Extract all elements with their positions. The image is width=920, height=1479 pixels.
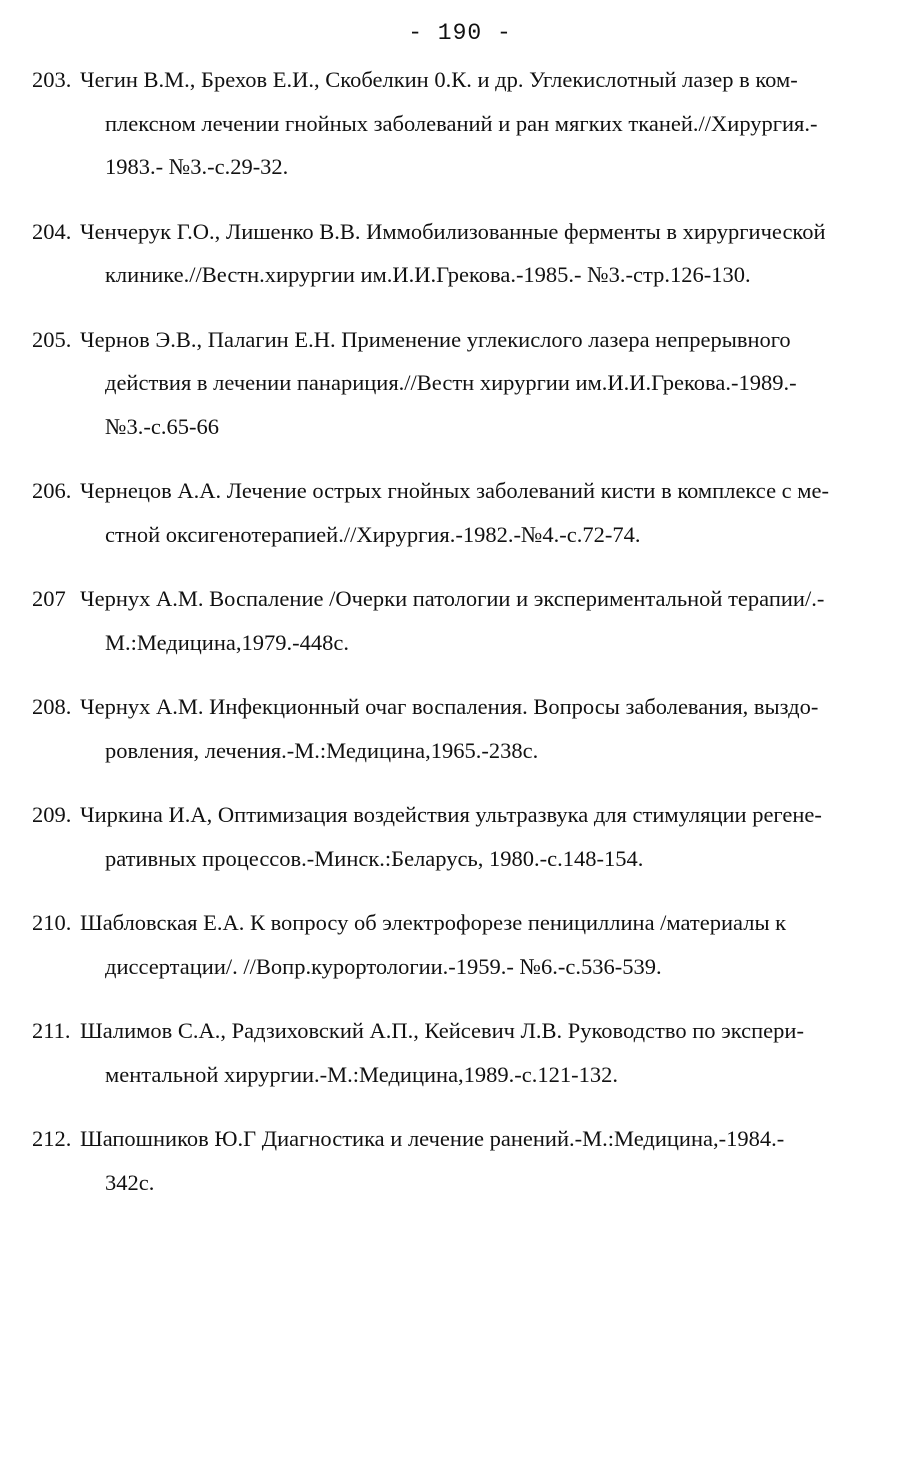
reference-text-line: ровления, лечения.-М.:Медицина,1965.-238с.	[105, 737, 539, 763]
reference-text-line: действия в лечении панариция.//Вестн хирургии им.И.И.Грекова.-1989.-	[105, 370, 797, 395]
reference-text-line: Чегин В.М., Брехов Е.И., Скобелкин 0.К. и др. Углекислотный лазер в ком-	[80, 67, 798, 92]
reference-number: 212.	[32, 1126, 72, 1151]
reference-item-210	[32, 901, 892, 988]
reference-text-line: Шалимов С.А., Радзиховский А.П., Кейсевич Л.В. Руководство по экспери-	[80, 1018, 804, 1043]
reference-text-line: Чернов Э.В., Палагин Е.Н. Применение углекислого лазера непрерывного	[80, 326, 791, 352]
reference-number: 206.	[32, 478, 72, 503]
reference-text-line: Чернух А.М. Воспаление /Очерки патологии и экспериментальной терапии/.-	[80, 586, 825, 611]
reference-item-209	[32, 793, 892, 880]
reference-number: 209.	[32, 802, 72, 827]
reference-text-line: Чернецов А.А. Лечение острых гнойных заболеваний кисти в комплексе с ме-	[80, 478, 830, 503]
reference-text-line: Шабловская Е.А. К вопросу об электрофорезе пенициллина /материалы к	[80, 910, 787, 935]
reference-text-line: стной оксигенотерапией.//Хирургия.-1982.-№4.-с.72-74.	[105, 521, 641, 547]
reference-number: 204.	[32, 218, 72, 244]
reference-item-204	[32, 210, 892, 297]
reference-text-line: диссертации/. //Вопр.курортологии.-1959.- №6.-с.536-539.	[105, 953, 662, 979]
reference-number: 208.	[32, 694, 72, 719]
reference-number: 205.	[32, 326, 72, 352]
reference-item-212	[32, 1117, 892, 1204]
reference-item-205	[32, 318, 892, 449]
reference-text-line: Чернух А.М. Инфекционный очаг воспаления. Вопросы заболевания, выздо-	[80, 694, 819, 719]
reference-number: 207	[32, 586, 66, 611]
reference-text-line: Шапошников Ю.Г Диагностика и лечение ранений.-М.:Медицина,-1984.-	[80, 1126, 785, 1151]
reference-item-203	[32, 58, 892, 189]
reference-text-line: плексном лечении гнойных заболеваний и ран мягких тканей.//Хирургия.-	[105, 110, 818, 136]
reference-item-207	[32, 577, 892, 664]
page-number: - 190 -	[408, 20, 512, 46]
reference-item-211	[32, 1009, 892, 1096]
reference-number: 203.	[32, 67, 72, 92]
reference-text-line: клинике.//Вестн.хирургии им.И.И.Грекова.-1985.- №3.-стр.126-130.	[105, 262, 751, 287]
reference-text-line: ративных процессов.-Минск.:Беларусь, 1980.-с.148-154.	[105, 845, 644, 871]
reference-number: 211.	[32, 1018, 71, 1043]
reference-text-line: 342с.	[105, 1169, 155, 1195]
reference-text-line: №3.-с.65-66	[105, 413, 219, 439]
reference-number: 210.	[32, 910, 72, 935]
reference-text-line: Чиркина И.А, Оптимизация воздействия ультразвука для стимуляции регене-	[80, 802, 822, 827]
reference-text-line: Ченчерук Г.О., Лишенко В.В. Иммобилизованные ферменты в хирургической	[80, 218, 826, 244]
reference-text-line: М.:Медицина,1979.-448с.	[105, 629, 349, 655]
reference-text-line: ментальной хирургии.-М.:Медицина,1989.-с.121-132.	[105, 1061, 619, 1087]
reference-text-line: 1983.- №3.-с.29-32.	[105, 154, 289, 179]
reference-item-206	[32, 469, 892, 556]
reference-list	[32, 58, 892, 1225]
reference-item-208	[32, 685, 892, 772]
